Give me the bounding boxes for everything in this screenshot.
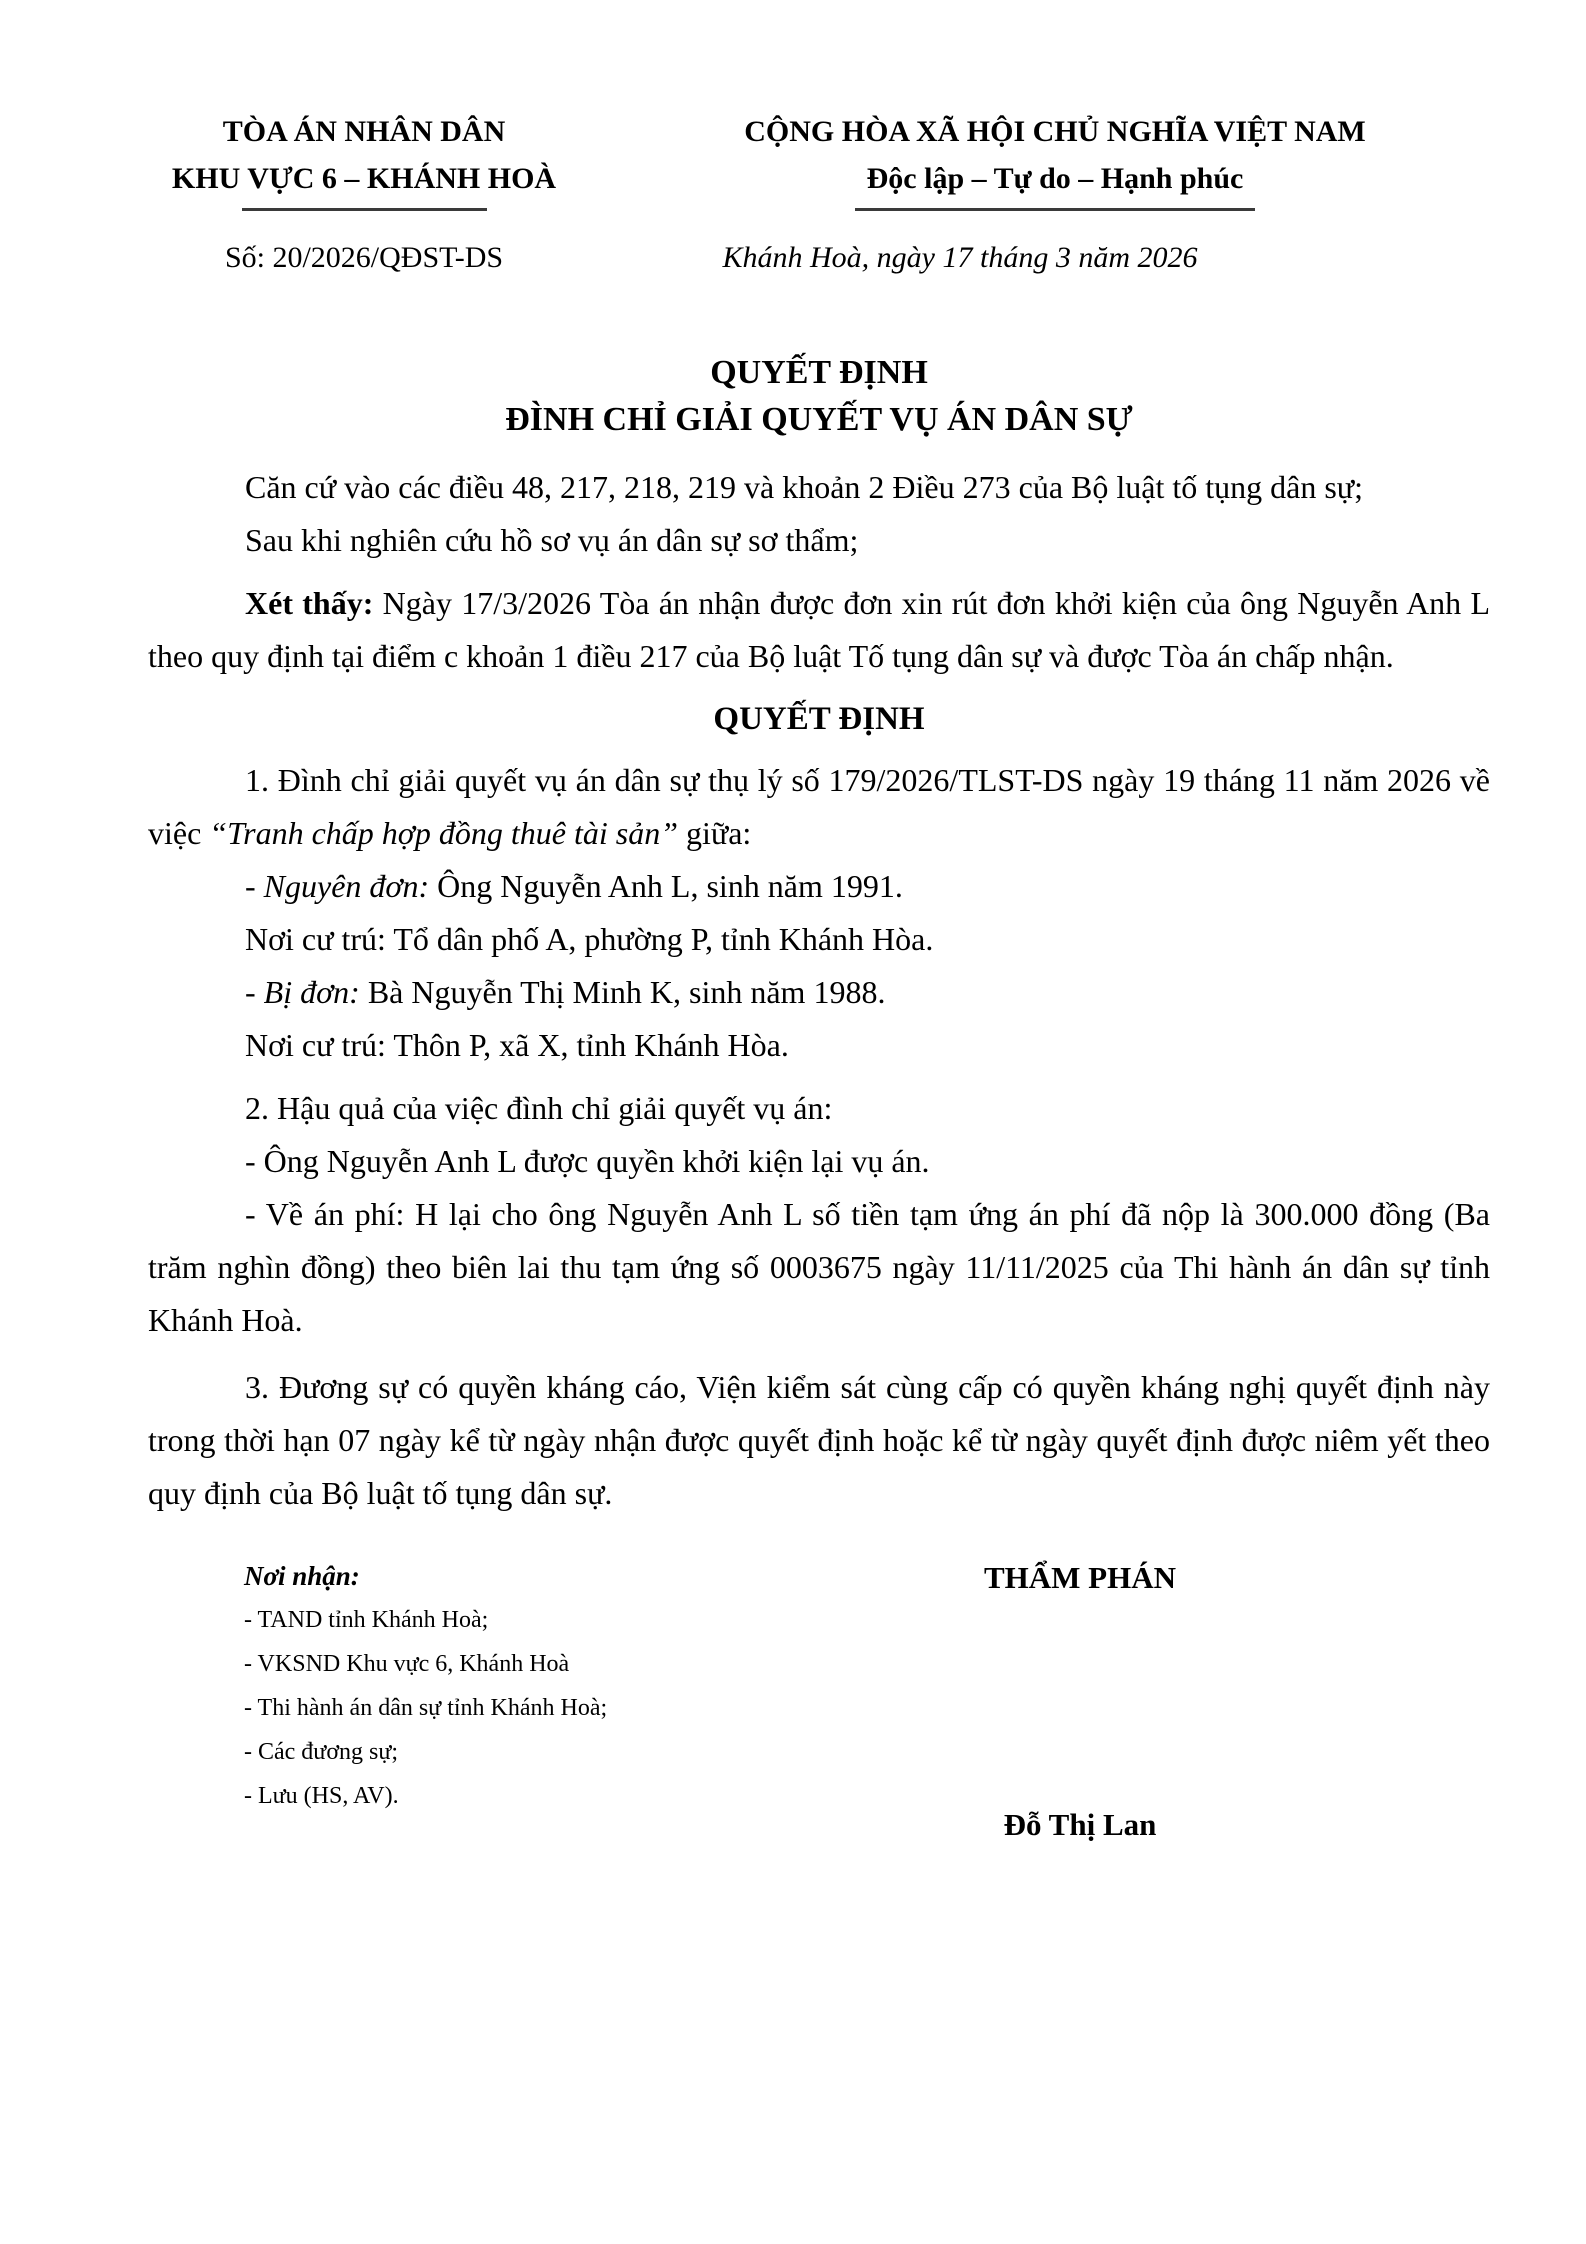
issuing-court-block	[148, 108, 580, 275]
section1-intro-text2: giữa:	[677, 815, 752, 851]
defendant-line	[148, 966, 1490, 1019]
national-motto-block	[620, 108, 1490, 275]
section3-paragraph: 3. Đương sự có quyền kháng cáo, Viện kiểm sát cùng cấp có quyền kháng nghị quyết định này trong thời hạn 07 ngày kể từ ngày nhận được quyết định hoặc kể từ ngày quyết định được niêm yết theo quy định của Bộ luật tố tụng dân sự.	[148, 1369, 1490, 1511]
case-name: “Tranh chấp hợp đồng thuê tài sản”	[209, 815, 678, 851]
recipient-item: - VKSND Khu vực 6, Khánh Hoà	[244, 1651, 570, 1677]
recipient-item: - Thi hành án dân sự tỉnh Khánh Hoà;	[244, 1695, 608, 1721]
defendant-residence-line: Nơi cư trú: Thôn P, xã X, tỉnh Khánh Hòa.	[245, 1027, 789, 1063]
recipient-item: - Lưu (HS, AV).	[244, 1783, 399, 1809]
document-body	[148, 461, 1490, 1520]
section2-item2: - Về án phí: H lại cho ông Nguyễn Anh L số tiền tạm ứng án phí đã nộp là 300.000 đồng (Ba trăm nghìn đồng) theo biên lai thu tạm ứng số 0003675 ngày 11/11/2025 của Thi hành án dân sự tỉnh Khánh Hoà.	[148, 1196, 1490, 1338]
section1-intro	[148, 754, 1490, 860]
section2-item1: - Ông Nguyễn Anh L được quyền khởi kiện lại vụ án.	[245, 1143, 930, 1179]
motto-underline	[855, 208, 1255, 211]
signature-block	[670, 1554, 1490, 1848]
document-number: Số: 20/2026/QĐST-DS	[224, 241, 504, 274]
plaintiff-label: - Nguyên đơn:	[245, 868, 430, 904]
plaintiff-residence-line: Nơi cư trú: Tổ dân phố A, phường P, tỉnh Khánh Hòa.	[245, 921, 934, 957]
national-title: CỘNG HÒA XÃ HỘI CHỦ NGHĨA VIỆT NAM	[744, 115, 1366, 148]
plaintiff-line	[148, 860, 1490, 913]
section2-heading: 2. Hậu quả của việc đình chỉ giải quyết vụ án:	[245, 1090, 833, 1126]
recipient-item: - Các đương sự;	[244, 1739, 399, 1765]
document-title	[148, 349, 1490, 443]
section1-intro-text1: 1. Đình chỉ giải quyết vụ án dân sự thụ lý số 179/2026/TLST-DS ngày 19 tháng 11 năm 2026 về việc	[148, 762, 1490, 851]
defendant-text: Bà Nguyễn Thị Minh K, sinh năm 1988.	[359, 974, 886, 1010]
court-name-underline	[242, 208, 487, 211]
document-footer	[148, 1554, 1490, 1848]
consideration-text: Ngày 17/3/2026 Tòa án nhận được đơn xin rút đơn khởi kiện của ông Nguyễn Anh L theo quy định tại điểm c khoản 1 điều 217 của Bộ luật Tố tụng dân sự và được Tòa án chấp nhận.	[148, 585, 1491, 674]
document-header	[148, 108, 1490, 275]
recipients-label: Nơi nhận:	[244, 1561, 360, 1591]
decision-heading: QUYẾT ĐỊNH	[713, 701, 925, 737]
judge-title: THẨM PHÁN	[983, 1560, 1176, 1595]
preamble-paragraph-2: Sau khi nghiên cứu hồ sơ vụ án dân sự sơ thẩm;	[245, 522, 859, 558]
recipients-block	[148, 1554, 670, 1848]
consideration-paragraph	[148, 577, 1490, 683]
title-line1: QUYẾT ĐỊNH	[710, 354, 928, 391]
recipient-item: - TAND tỉnh Khánh Hoà;	[244, 1607, 489, 1633]
court-name-line1: TÒA ÁN NHÂN DÂN	[222, 115, 506, 148]
defendant-label: - Bị đơn:	[245, 974, 360, 1010]
court-name-line2: KHU VỰC 6 – KHÁNH HOÀ	[171, 162, 557, 195]
preamble-paragraph-1: Căn cứ vào các điều 48, 217, 218, 219 và khoản 2 Điều 273 của Bộ luật tố tụng dân sự;	[245, 469, 1364, 505]
title-line2: ĐÌNH CHỈ GIẢI QUYẾT VỤ ÁN DÂN SỰ	[505, 401, 1133, 438]
plaintiff-text: Ông Nguyễn Anh L, sinh năm 1991.	[429, 868, 903, 904]
place-date-line: Khánh Hoà, ngày 17 tháng 3 năm 2026	[722, 241, 1198, 274]
consideration-label: Xét thấy:	[245, 585, 374, 621]
judge-name: Đỗ Thị Lan	[1003, 1807, 1157, 1842]
national-motto: Độc lập – Tự do – Hạnh phúc	[866, 162, 1244, 195]
